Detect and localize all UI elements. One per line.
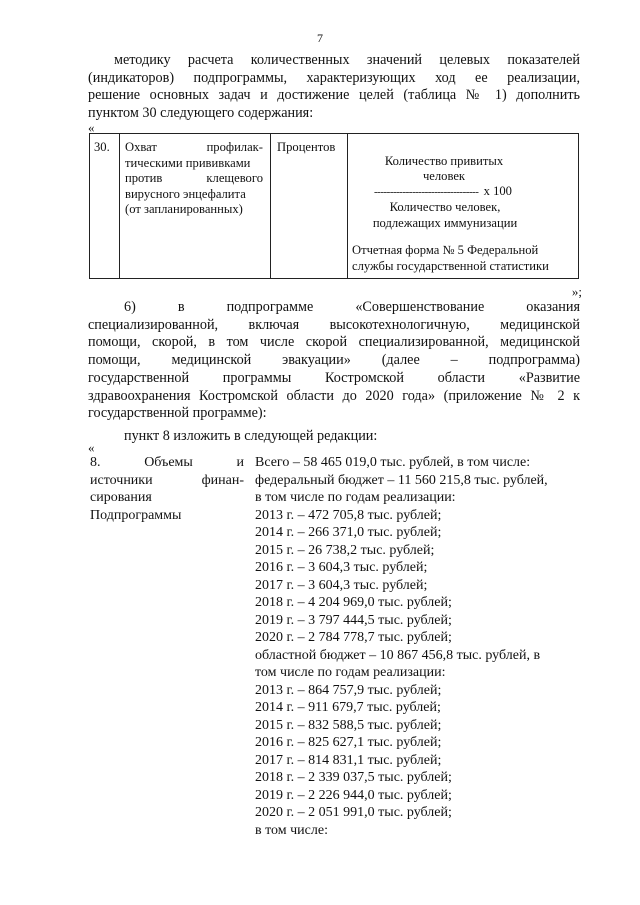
page-number: 7 [317, 31, 323, 45]
section6-line: государственной программы Костромской области «Развитие [88, 369, 580, 386]
open-quote-2: « [88, 440, 95, 455]
federal-budget-note: в том числе по годам реализации: [255, 490, 456, 505]
section6-line: государственной программе): [88, 405, 267, 422]
regional-year: 2017 г. – 814 831,1 тыс. рублей; [255, 752, 442, 768]
fraction-line: --------------------------------- [374, 186, 479, 198]
section-6-paragraph [88, 299, 580, 446]
regional-budget: областной бюджет – 10 867 456,8 тыс. рублей, в [255, 647, 541, 663]
federal-year: 2017 г. – 3 604,3 тыс. рублей; [255, 577, 428, 593]
regional-year: 2015 г. – 832 588,5 тыс. рублей; [255, 717, 442, 733]
close-quote: »; [571, 284, 582, 299]
instruction-line: пункт 8 изложить в следующей редакции: [124, 427, 378, 444]
funding-tail: в том числе: [255, 822, 328, 838]
section6-line: помощи, медицинской эвакуации» (далее – подпрограмма) [88, 352, 580, 369]
regional-year: 2019 г. – 2 226 944,0 тыс. рублей; [255, 787, 452, 803]
indicator-name: Охват профилак- тическими прививками против клещевого вирусного энцефалита (от запланированных) [120, 134, 271, 278]
intro-line: (индикаторов) подпрограммы, характеризующих ход ее реализации, [88, 69, 580, 86]
indicator-unit: Процентов [271, 134, 348, 278]
section6-line: здравоохранения Костромской области до 2020 года» (приложение № 2 к [88, 387, 580, 404]
regional-budget-note: том числе по годам реализации: [255, 665, 446, 680]
intro-line: решение основных задач и достижение целей (таблица № 1) дополнить [88, 87, 580, 104]
federal-year: 2014 г. – 266 371,0 тыс. рублей; [255, 525, 442, 540]
intro-line: методику расчета количественных значений целевых показателей [114, 52, 580, 68]
multiplier: х 100 [483, 184, 512, 198]
funding-label: 8. Объемы и источники финан- сирования Подпрограммы [90, 455, 244, 523]
federal-year: 2019 г. – 3 797 444,5 тыс. рублей; [255, 612, 452, 628]
section6-line: помощи, скорой, в том числе скорой специализированной, медицинской [88, 334, 580, 351]
indicator-table [89, 133, 579, 279]
funding-details [255, 454, 583, 839]
funding-total: Всего – 58 465 019,0 тыс. рублей, в том числе: [255, 455, 531, 470]
indicator-formula: Количество привитых человек --------------------------------- х 100 Количество человек, подлежащих иммунизации Отчетная форма № 5 Федеральной службы государственной статистики [352, 154, 549, 273]
section6-line: 6) в подпрограмме «Совершенствование оказания [124, 299, 580, 315]
federal-budget: федеральный бюджет – 11 560 215,8 тыс. рублей, [255, 472, 548, 488]
regional-year: 2013 г. – 864 757,9 тыс. рублей; [255, 682, 442, 698]
regional-year: 2020 г. – 2 051 991,0 тыс. рублей; [255, 805, 452, 820]
intro-line: пунктом 30 следующего содержания: [88, 105, 314, 122]
intro-paragraph [88, 52, 580, 123]
regional-year: 2018 г. – 2 339 037,5 тыс. рублей; [255, 770, 452, 785]
open-quote: « [88, 120, 95, 135]
federal-year: 2018 г. – 4 204 969,0 тыс. рублей; [255, 595, 452, 610]
federal-year: 2016 г. – 3 604,3 тыс. рублей; [255, 560, 428, 575]
formula-numerator: Количество привитых [384, 154, 504, 168]
federal-year: 2020 г. – 2 784 778,7 тыс. рублей; [255, 630, 452, 645]
regional-year: 2014 г. – 911 679,7 тыс. рублей; [255, 700, 441, 715]
regional-year: 2016 г. – 825 627,1 тыс. рублей; [255, 735, 442, 750]
section6-line: специализированной, включая высокотехнологичную, медицинской [88, 316, 580, 333]
indicator-number: 30. [90, 134, 120, 278]
data-source: Отчетная форма № 5 Федеральной [352, 243, 539, 257]
federal-year: 2013 г. – 472 705,8 тыс. рублей; [255, 507, 442, 523]
formula-denominator: Количество человек, [389, 200, 501, 214]
federal-year: 2015 г. – 26 738,2 тыс. рублей; [255, 542, 435, 558]
